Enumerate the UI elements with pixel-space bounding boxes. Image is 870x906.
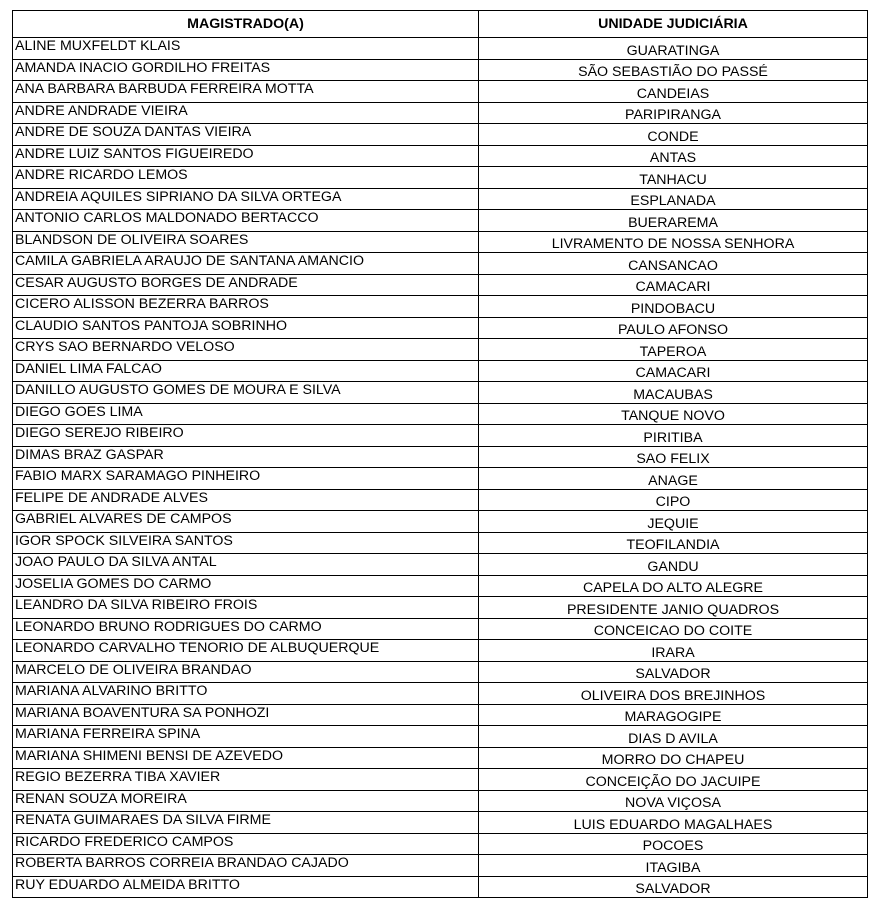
judicial-unit-cell: TANQUE NOVO: [479, 403, 868, 425]
magistrate-name-cell: DIMAS BRAZ GASPAR: [13, 446, 479, 468]
judicial-unit-cell: CANSANCAO: [479, 253, 868, 275]
judicial-unit-cell: CIPO: [479, 489, 868, 511]
table-row: [13, 253, 868, 275]
magistrate-name-cell: CRYS SAO BERNARDO VELOSO: [13, 339, 479, 361]
judicial-unit-cell: CAMACARI: [479, 274, 868, 296]
table-body: [13, 38, 868, 898]
table-row: [13, 145, 868, 167]
magistrate-name-cell: REGIO BEZERRA TIBA XAVIER: [13, 769, 479, 791]
table-row: [13, 59, 868, 81]
table-row: [13, 640, 868, 662]
judicial-unit-cell: TANHACU: [479, 167, 868, 189]
judicial-unit-cell: TAPEROA: [479, 339, 868, 361]
judicial-unit-cell: MARAGOGIPE: [479, 704, 868, 726]
magistrate-name-cell: ALINE MUXFELDT KLAIS: [13, 38, 479, 60]
table-row: [13, 855, 868, 877]
magistrate-name-cell: MARIANA ALVARINO BRITTO: [13, 683, 479, 705]
judicial-unit-cell: PRESIDENTE JANIO QUADROS: [479, 597, 868, 619]
magistrate-name-cell: ROBERTA BARROS CORREIA BRANDAO CAJADO: [13, 855, 479, 877]
magistrate-name-cell: CLAUDIO SANTOS PANTOJA SOBRINHO: [13, 317, 479, 339]
magistrate-name-cell: ANTONIO CARLOS MALDONADO BERTACCO: [13, 210, 479, 232]
magistrate-name-cell: ANDRE RICARDO LEMOS: [13, 167, 479, 189]
table-row: [13, 489, 868, 511]
table-row: [13, 876, 868, 898]
table-row: [13, 81, 868, 103]
magistrate-name-cell: RENATA GUIMARAES DA SILVA FIRME: [13, 812, 479, 834]
judicial-unit-cell: POCOES: [479, 833, 868, 855]
table-row: [13, 747, 868, 769]
table-row: [13, 446, 868, 468]
magistrate-name-cell: ANDRE ANDRADE VIEIRA: [13, 102, 479, 124]
magistrate-name-cell: RICARDO FREDERICO CAMPOS: [13, 833, 479, 855]
judicial-unit-cell: SÃO SEBASTIÃO DO PASSÉ: [479, 59, 868, 81]
judicial-unit-cell: CONCEICAO DO COITE: [479, 618, 868, 640]
magistrate-name-cell: ANA BARBARA BARBUDA FERREIRA MOTTA: [13, 81, 479, 103]
magistrate-name-cell: AMANDA INACIO GORDILHO FREITAS: [13, 59, 479, 81]
judicial-unit-cell: JEQUIE: [479, 511, 868, 533]
magistrates-table: [12, 10, 868, 898]
judicial-unit-cell: BUERAREMA: [479, 210, 868, 232]
magistrate-name-cell: MARIANA SHIMENI BENSI DE AZEVEDO: [13, 747, 479, 769]
table-row: [13, 360, 868, 382]
judicial-unit-cell: PINDOBACU: [479, 296, 868, 318]
table-row: [13, 726, 868, 748]
table-row: [13, 704, 868, 726]
table-row: [13, 511, 868, 533]
judicial-unit-cell: MORRO DO CHAPEU: [479, 747, 868, 769]
table-row: [13, 618, 868, 640]
table-row: [13, 403, 868, 425]
judicial-unit-cell: ITAGIBA: [479, 855, 868, 877]
table-header-row: [13, 11, 868, 38]
judicial-unit-cell: IRARA: [479, 640, 868, 662]
judicial-unit-cell: ESPLANADA: [479, 188, 868, 210]
magistrate-name-cell: ANDREIA AQUILES SIPRIANO DA SILVA ORTEGA: [13, 188, 479, 210]
table-row: [13, 317, 868, 339]
judicial-unit-cell: CAMACARI: [479, 360, 868, 382]
table-row: [13, 468, 868, 490]
magistrate-name-cell: ANDRE DE SOUZA DANTAS VIEIRA: [13, 124, 479, 146]
table-row: [13, 532, 868, 554]
magistrate-name-cell: MARCELO DE OLIVEIRA BRANDAO: [13, 661, 479, 683]
magistrate-name-cell: DIEGO GOES LIMA: [13, 403, 479, 425]
table-row: [13, 554, 868, 576]
magistrate-name-cell: FABIO MARX SARAMAGO PINHEIRO: [13, 468, 479, 490]
table-row: [13, 339, 868, 361]
magistrate-name-cell: RUY EDUARDO ALMEIDA BRITTO: [13, 876, 479, 898]
table-row: [13, 769, 868, 791]
judicial-unit-cell: GANDU: [479, 554, 868, 576]
judicial-unit-cell: GUARATINGA: [479, 38, 868, 60]
magistrate-name-cell: JOSELIA GOMES DO CARMO: [13, 575, 479, 597]
table-row: [13, 425, 868, 447]
table-row: [13, 231, 868, 253]
table-row: [13, 188, 868, 210]
magistrate-name-cell: DANILLO AUGUSTO GOMES DE MOURA E SILVA: [13, 382, 479, 404]
judicial-unit-cell: PIRITIBA: [479, 425, 868, 447]
judicial-unit-cell: DIAS D AVILA: [479, 726, 868, 748]
magistrate-name-cell: CAMILA GABRIELA ARAUJO DE SANTANA AMANCIO: [13, 253, 479, 275]
table-row: [13, 102, 868, 124]
table-row: [13, 296, 868, 318]
judicial-unit-cell: TEOFILANDIA: [479, 532, 868, 554]
table-row: [13, 833, 868, 855]
judicial-unit-cell: PAULO AFONSO: [479, 317, 868, 339]
magistrate-name-cell: FELIPE DE ANDRADE ALVES: [13, 489, 479, 511]
judicial-unit-cell: OLIVEIRA DOS BREJINHOS: [479, 683, 868, 705]
judicial-unit-cell: CONCEIÇÃO DO JACUIPE: [479, 769, 868, 791]
magistrate-name-cell: BLANDSON DE OLIVEIRA SOARES: [13, 231, 479, 253]
judicial-unit-cell: CAPELA DO ALTO ALEGRE: [479, 575, 868, 597]
judicial-unit-cell: ANAGE: [479, 468, 868, 490]
table-row: [13, 124, 868, 146]
judicial-unit-cell: LUIS EDUARDO MAGALHAES: [479, 812, 868, 834]
judicial-unit-cell: CANDEIAS: [479, 81, 868, 103]
magistrate-name-cell: CESAR AUGUSTO BORGES DE ANDRADE: [13, 274, 479, 296]
magistrate-name-cell: CICERO ALISSON BEZERRA BARROS: [13, 296, 479, 318]
magistrate-name-cell: GABRIEL ALVARES DE CAMPOS: [13, 511, 479, 533]
magistrate-name-cell: LEONARDO BRUNO RODRIGUES DO CARMO: [13, 618, 479, 640]
table-row: [13, 38, 868, 60]
magistrate-name-cell: IGOR SPOCK SILVEIRA SANTOS: [13, 532, 479, 554]
table-row: [13, 790, 868, 812]
judicial-unit-cell: SAO FELIX: [479, 446, 868, 468]
judicial-unit-cell: NOVA VIÇOSA: [479, 790, 868, 812]
magistrate-name-cell: MARIANA BOAVENTURA SA PONHOZI: [13, 704, 479, 726]
table-row: [13, 167, 868, 189]
table-row: [13, 210, 868, 232]
magistrate-name-cell: RENAN SOUZA MOREIRA: [13, 790, 479, 812]
judicial-unit-cell: SALVADOR: [479, 876, 868, 898]
judicial-unit-cell: MACAUBAS: [479, 382, 868, 404]
table-row: [13, 683, 868, 705]
judicial-unit-cell: SALVADOR: [479, 661, 868, 683]
magistrate-name-cell: DIEGO SEREJO RIBEIRO: [13, 425, 479, 447]
table-row: [13, 812, 868, 834]
column-header-judicial-unit: UNIDADE JUDICIÁRIA: [479, 11, 868, 38]
judicial-unit-cell: ANTAS: [479, 145, 868, 167]
magistrate-name-cell: DANIEL LIMA FALCAO: [13, 360, 479, 382]
judicial-unit-cell: PARIPIRANGA: [479, 102, 868, 124]
table-row: [13, 575, 868, 597]
magistrate-name-cell: LEONARDO CARVALHO TENORIO DE ALBUQUERQUE: [13, 640, 479, 662]
magistrate-name-cell: JOAO PAULO DA SILVA ANTAL: [13, 554, 479, 576]
magistrate-name-cell: LEANDRO DA SILVA RIBEIRO FROIS: [13, 597, 479, 619]
magistrate-name-cell: MARIANA FERREIRA SPINA: [13, 726, 479, 748]
table-row: [13, 597, 868, 619]
table-row: [13, 382, 868, 404]
magistrate-name-cell: ANDRE LUIZ SANTOS FIGUEIREDO: [13, 145, 479, 167]
table-row: [13, 661, 868, 683]
judicial-unit-cell: LIVRAMENTO DE NOSSA SENHORA: [479, 231, 868, 253]
table-row: [13, 274, 868, 296]
column-header-magistrate: MAGISTRADO(A): [13, 11, 479, 38]
judicial-unit-cell: CONDE: [479, 124, 868, 146]
